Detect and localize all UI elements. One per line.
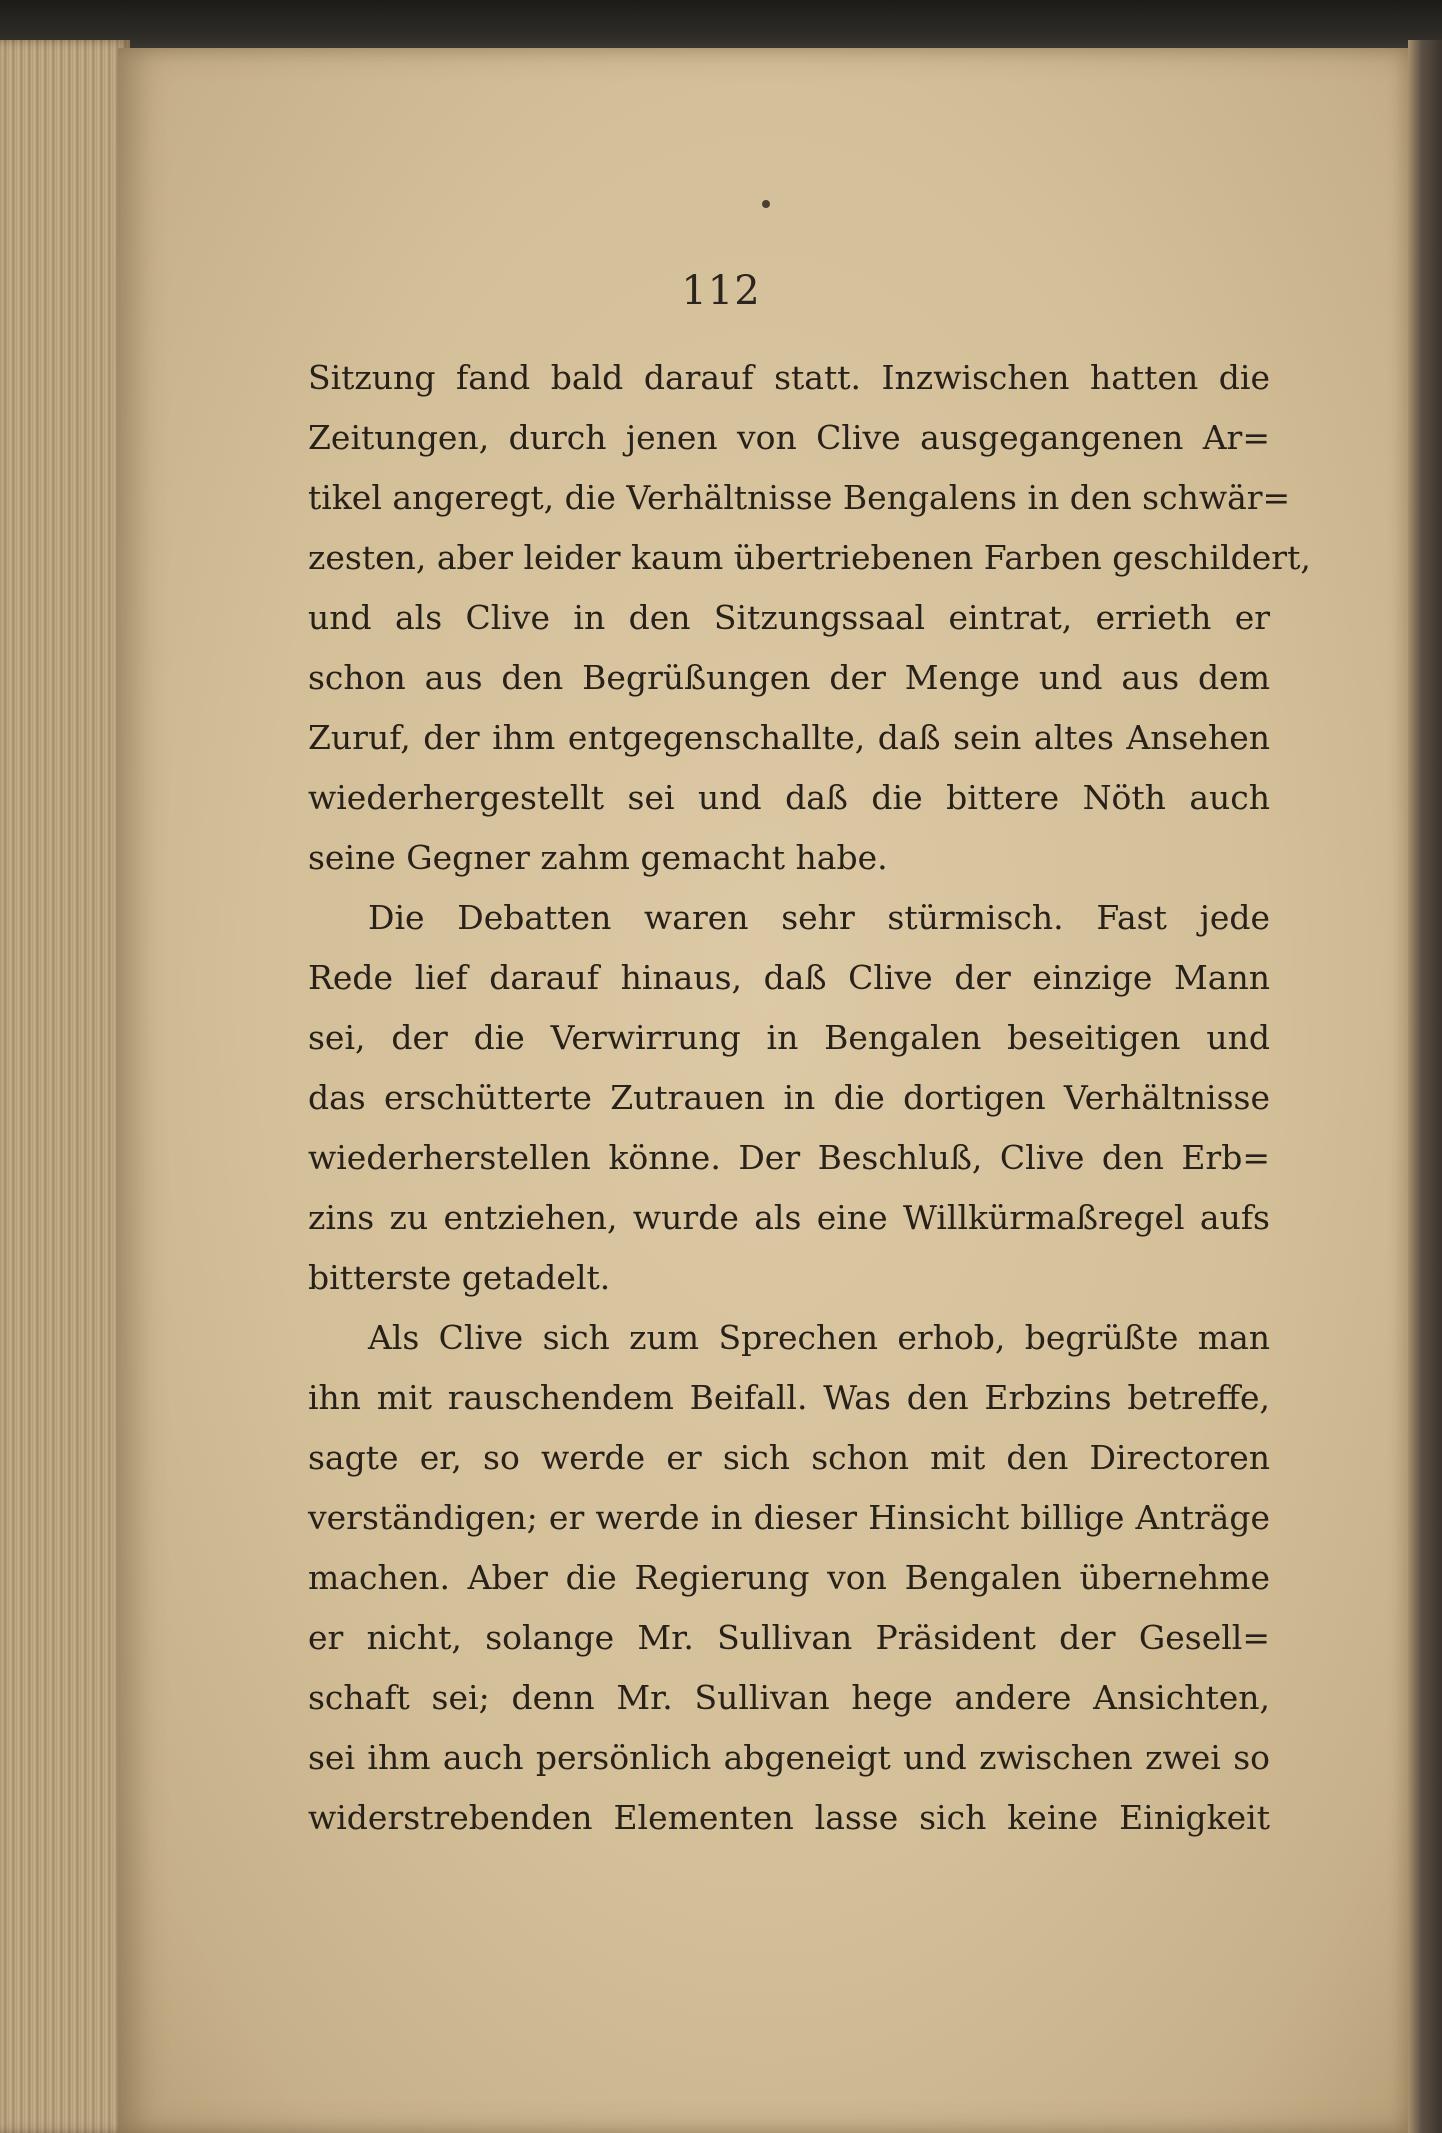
- text-line: wiederherstellen könne. Der Beschluß, Clive den Erb=: [308, 1138, 1270, 1177]
- text-line: widerstrebenden Elementen lasse sich keine Einigkeit: [308, 1798, 1270, 1837]
- book-right-edge: [1408, 40, 1442, 2133]
- text-line: sagte er, so werde er sich schon mit den Directoren: [308, 1438, 1270, 1477]
- text-line: Sitzung fand bald darauf statt. Inzwischen hatten die: [308, 358, 1270, 397]
- text-line: Zeitungen, durch jenen von Clive ausgegangenen Ar=: [308, 418, 1270, 457]
- text-line: zins zu entziehen, wurde als eine Willkürmaßregel aufs: [308, 1198, 1270, 1237]
- text-line: verständigen; er werde in dieser Hinsicht billige Anträge: [308, 1498, 1270, 1537]
- text-line: wiederhergestellt sei und daß die bittere Nöth auch: [308, 778, 1270, 817]
- text-line: Die Debatten waren sehr stürmisch. Fast jede: [368, 898, 1270, 937]
- text-line: Als Clive sich zum Sprechen erhob, begrüßte man: [368, 1318, 1270, 1357]
- text-line: sei ihm auch persönlich abgeneigt und zwischen zwei so: [308, 1738, 1270, 1777]
- text-line: tikel angeregt, die Verhältnisse Bengalens in den schwär=: [308, 478, 1291, 517]
- text-line: das erschütterte Zutrauen in die dortigen Verhältnisse: [308, 1078, 1270, 1117]
- text-line: zesten, aber leider kaum übertriebenen Farben geschildert,: [308, 538, 1311, 577]
- text-line: schaft sei; denn Mr. Sullivan hege andere Ansichten,: [308, 1678, 1270, 1717]
- text-line: und als Clive in den Sitzungssaal eintrat, errieth er: [308, 598, 1270, 637]
- ink-speck: [762, 200, 770, 208]
- text-line: Rede lief darauf hinaus, daß Clive der einzige Mann: [308, 958, 1270, 997]
- text-line: machen. Aber die Regierung von Bengalen übernehme: [308, 1558, 1270, 1597]
- page-number: 112: [681, 268, 761, 314]
- text-line: bitterste getadelt.: [308, 1258, 611, 1297]
- text-line: sei, der die Verwirrung in Bengalen beseitigen und: [308, 1018, 1270, 1057]
- text-line: schon aus den Begrüßungen der Menge und aus dem: [308, 658, 1270, 697]
- text-line: er nicht, solange Mr. Sullivan Präsident der Gesell=: [308, 1618, 1270, 1657]
- text-line: seine Gegner zahm gemacht habe.: [308, 838, 888, 877]
- body-text: [308, 348, 1311, 1848]
- text-line: ihn mit rauschendem Beifall. Was den Erbzins betreffe,: [308, 1378, 1270, 1417]
- text-line: Zuruf, der ihm entgegenschallte, daß sein altes Ansehen: [308, 718, 1270, 757]
- left-page-stack: [0, 40, 130, 2133]
